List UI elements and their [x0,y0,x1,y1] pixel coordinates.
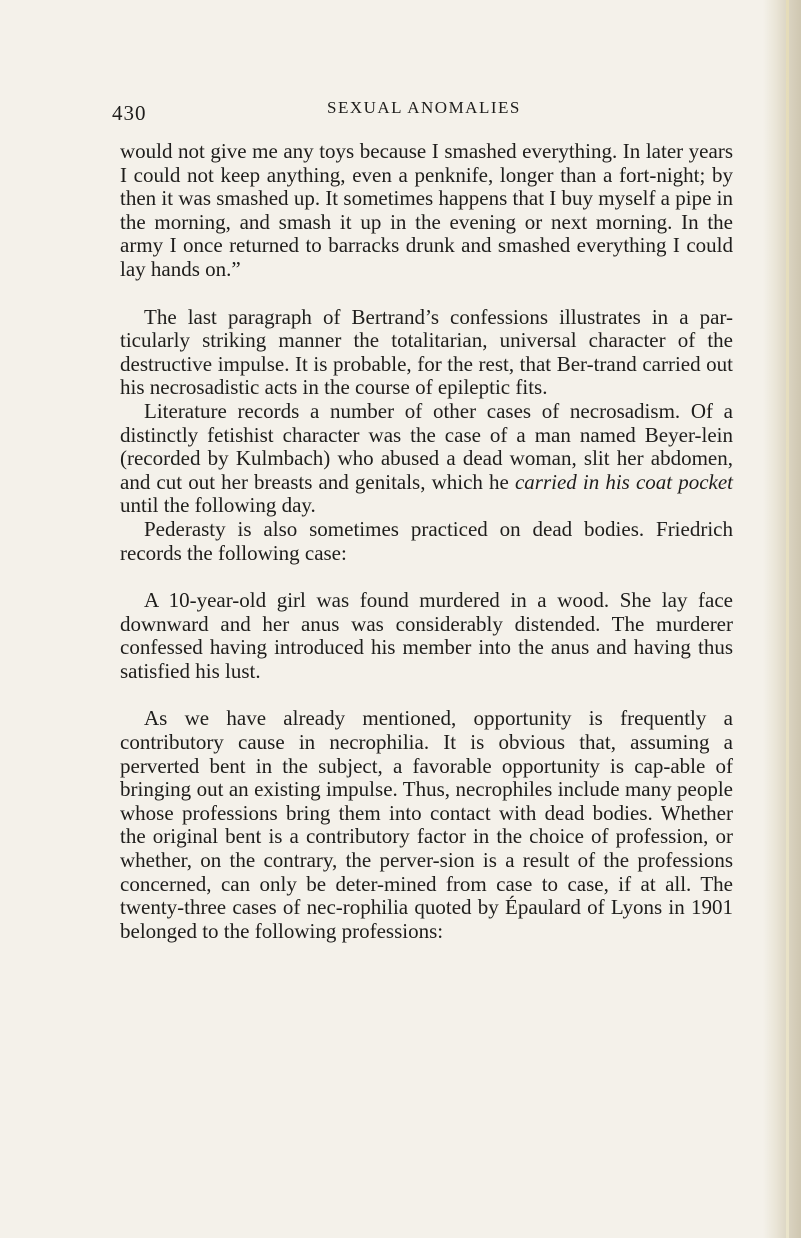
paragraph-1: would not give me any toys because I smashed everything. In later years I could not keep anything, even a penknife, longer than a fort-night; by then it was smashed up. It sometimes happens that I buy myself a pipe in the morning, and smash it up in the evening or next morning. In the army I once returned to barracks drunk and smashed everything I could lay hands on.” [120,139,733,281]
page-edge-shadow [763,0,801,1238]
quoted-case: A 10-year-old girl was found murdered in a wood. She lay face downward and her anus was considerably distended. The murderer confessed having introduced his member into the anus and having thus satisfied his lust. [120,588,733,683]
paragraph-3 [120,400,733,518]
page-number: 430 [112,101,147,125]
body-text [120,140,733,943]
paragraph-2: The last paragraph of Bertrand’s confessions illustrates in a par-ticularly striking manner the totalitarian, universal character of the destructive impulse. It is probable, for the rest, that Ber-trand carried out his necrosadistic acts in the course of epileptic fits. [120,304,733,400]
binding-edge [786,0,789,1238]
paragraph-3-text-a: Literature records a number of other cases of necrosadism. Of a distinctly fetishist character was the case of a man named Beyer-lein (recorded by Kulmbach) who abused a dead woman, slit her abdomen, and cut out her breasts and genitals, which he [120,398,733,494]
running-head: SEXUAL ANOMALIES [327,98,521,117]
paragraph-3-italic: carried in his coat pocket [514,469,734,494]
page-header [112,96,732,126]
paragraph-4: Pederasty is also sometimes practiced on dead bodies. Friedrich records the following case: [120,516,733,565]
paragraph-3-text-b: until the following day. [120,493,316,518]
paragraph-6: As we have already mentioned, opportunity is frequently a contributory cause in necrophilia. It is obvious that, assuming a perverted bent in the subject, a favorable opportunity is cap-able of bringing out an existing impulse. Thus, necrophiles include many people whose professions bring them into contact with dead bodies. Whether the original bent is a contributory factor in the choice of profession, or whether, on the contrary, the perver-sion is a result of the professions concerned, can only be deter-mined from case to case, if at all. The twenty-three cases of nec-rophilia quoted by Épaulard of Lyons in 1901 belonged to the following professions: [120,706,733,943]
